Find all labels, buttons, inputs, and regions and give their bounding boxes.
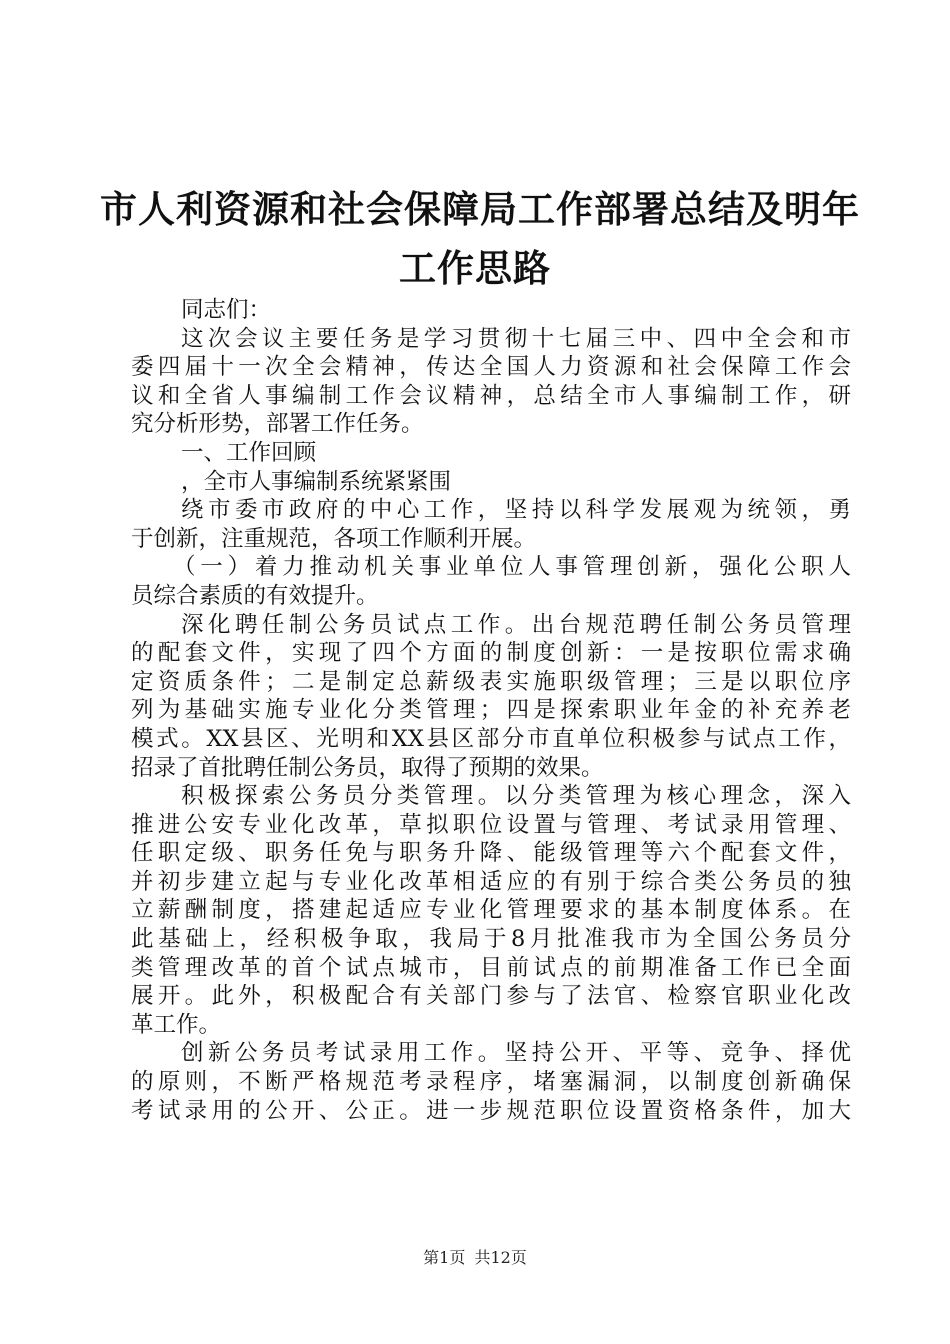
body-line: 模式。XX县区、光明和XX县区部分市直单位积极参与试点工作， [131,725,851,752]
body-line: 类管理改革的首个试点城市，目前试点的前期准备工作已全面 [131,954,851,981]
document-title-line-1: 市人利资源和社会保障局工作部署总结及明年 [100,187,860,231]
document-title-line-2: 工作思路 [399,246,551,290]
body-line: 考试录用的公开、公正。进一步规范职位设置资格条件，加大 [131,1097,851,1124]
page-footer [0,1245,950,1268]
body-line: 定资质条件；二是制定总薪级表实施职级管理；三是以职位序 [131,668,851,695]
body-line: 并初步建立起与专业化改革相适应的有别于综合类公务员的独 [131,868,851,895]
body-line: 深化聘任制公务员试点工作。出台规范聘任制公务员管理 [181,611,851,638]
body-line: 列为基础实施专业化分类管理；四是探索职业年金的补充养老 [131,697,851,724]
body-line: 的配套文件，实现了四个方面的制度创新：一是按职位需求确 [131,640,851,667]
body-line: 此基础上，经积极争取，我局于8月批准我市为全国公务员分 [131,926,851,953]
document-body [131,296,851,1125]
body-line: 展开。此外，积极配合有关部门参与了法官、检察官职业化改 [131,983,851,1010]
page-total: 共12页 [474,1248,527,1267]
subsection-heading-cont: 员综合素质的有效提升。 [131,582,379,609]
body-line: 革工作。 [131,1011,222,1038]
body-line: 的原则，不断严格规范考录程序，堵塞漏洞，以制度创新确保 [131,1069,851,1096]
salutation: 同志们： [181,297,272,323]
section-heading: 一、工作回顾 [181,439,317,466]
page-number: 第1页 [423,1248,466,1267]
body-line: 究分析形势，部署工作任务。 [131,411,424,438]
body-line: 创新公务员考试录用工作。坚持公开、平等、竞争、择优 [181,1040,851,1067]
body-line: 议和全省人事编制工作会议精神，总结全市人事编制工作，研 [131,382,851,409]
body-line: 招录了首批聘任制公务员，取得了预期的效果。 [131,754,604,781]
body-line: 推进公安专业化改革，草拟职位设置与管理、考试录用管理、 [131,811,851,838]
body-line: 积极探索公务员分类管理。以分类管理为核心理念，深入 [181,783,851,810]
body-line: 任职定级、职务任免与职务升降、能级管理等六个配套文件， [131,840,851,867]
body-line: 委四届十一次全会精神，传达全国人力资源和社会保障工作会 [131,354,851,381]
body-line: ，全市人事编制系统紧紧围 [181,468,452,495]
body-line: 于创新，注重规范，各项工作顺利开展。 [131,525,537,552]
body-line: 这次会议主要任务是学习贯彻十七届三中、四中全会和市 [181,325,851,352]
subsection-heading: （一）着力推动机关事业单位人事管理创新，强化公职人 [173,554,851,581]
body-line: 绕市委市政府的中心工作，坚持以科学发展观为统领，勇 [181,497,851,524]
body-line: 立薪酬制度，搭建起适应专业化管理要求的基本制度体系。在 [131,897,851,924]
